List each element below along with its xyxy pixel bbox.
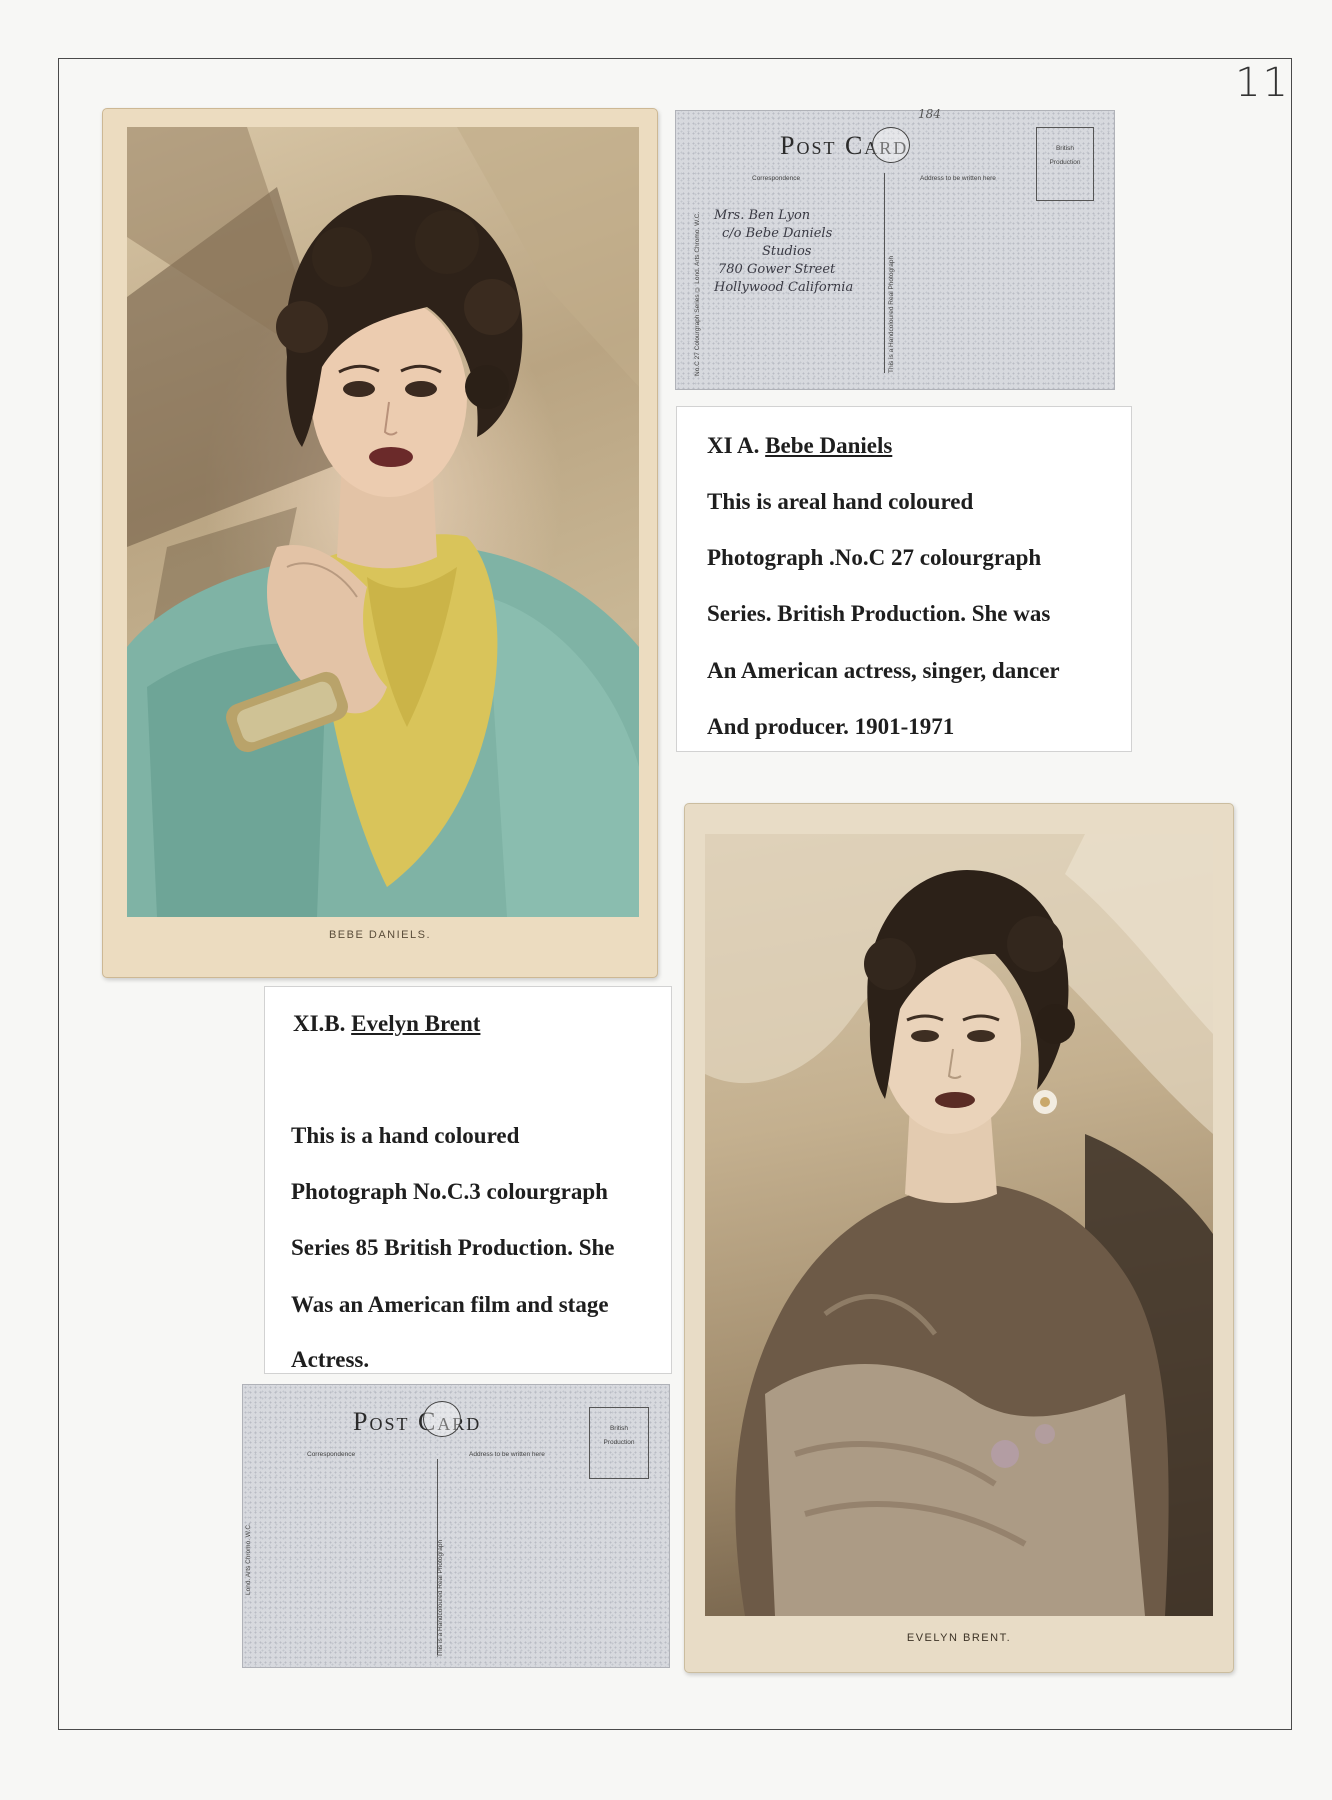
note-line: Series. British Production. She was [707, 601, 1051, 626]
postcard-series-text: Lond. Arts Chromo. W.C. [245, 1523, 252, 1595]
note-line: Series 85 British Production. She [291, 1235, 615, 1260]
note-title [707, 433, 892, 459]
note-line: This is a hand coloured [291, 1123, 520, 1148]
postcard-series-text: No.C 27 Colourgraph Series © Lond. Arts Chromo. W.C. [694, 211, 701, 376]
stamp-text-production: Production [1049, 159, 1081, 166]
evelyn-brent-note [264, 986, 672, 1374]
handwritten-line: c/o Bebe Daniels [722, 226, 833, 241]
postcard-heading: Post Card [353, 1407, 482, 1436]
handwritten-line: 780 Gower Street [718, 262, 836, 277]
handwritten-number: 184 [918, 107, 941, 121]
stamp-box [1036, 127, 1094, 201]
note-line: Was an American film and stage [291, 1292, 609, 1317]
evelyn-brent-postcard [684, 803, 1234, 1673]
bebe-daniels-note [676, 406, 1132, 752]
postcard-photo-text: This is a Handcoloured Real Photograph [888, 255, 895, 373]
page-number: 11 [1235, 60, 1290, 106]
note-title [293, 1011, 480, 1037]
bebe-daniels-postcard [102, 108, 658, 978]
evelyn-brent-postcard-back [242, 1384, 670, 1668]
address-label: Address to be written here [920, 175, 996, 182]
note-line: This is areal hand coloured [707, 489, 974, 514]
note-title-prefix: XI.B. [293, 1011, 346, 1036]
postcard-heading: Post Card [780, 131, 909, 160]
note-title-name: Evelyn Brent [351, 1011, 481, 1036]
note-title-prefix: XI A. [707, 433, 760, 458]
correspondence-label: Correspondence [307, 1451, 356, 1458]
stamp-text-british: British [1055, 145, 1075, 152]
bebe-daniels-caption: BEBE DANIELS. [328, 929, 432, 941]
note-line: Photograph .No.C 27 colourgraph [707, 545, 1042, 570]
stamp-text-production: Production [603, 1439, 635, 1446]
bebe-daniels-postcard-back [675, 107, 1115, 390]
note-line: Actress. [291, 1347, 370, 1372]
handwritten-line: Mrs. Ben Lyon [714, 208, 811, 223]
evelyn-brent-portrait-illustration [705, 834, 1213, 1616]
handwritten-address [714, 207, 914, 297]
stamp-box [589, 1407, 649, 1479]
address-label: Address to be written here [469, 1451, 545, 1458]
bebe-daniels-photo [127, 127, 639, 917]
correspondence-label: Correspondence [752, 175, 801, 182]
evelyn-brent-photo [705, 834, 1213, 1616]
evelyn-brent-caption: EVELYN BRENT. [906, 1632, 1012, 1644]
bebe-daniels-portrait-illustration [127, 127, 639, 917]
stamp-text-british: British [609, 1425, 629, 1432]
note-line: An American actress, singer, dancer [707, 658, 1060, 683]
note-title-name: Bebe Daniels [765, 433, 893, 458]
postcard-photo-text: This is a Handcoloured Real Photograph [437, 1539, 444, 1657]
note-line: And producer. 1901-1971 [707, 714, 955, 739]
handwritten-line: Hollywood California [714, 280, 854, 295]
colourgraph-logo-icon [872, 127, 910, 163]
colourgraph-logo-icon [423, 1401, 461, 1437]
handwritten-line: Studios [762, 244, 812, 259]
note-line: Photograph No.C.3 colourgraph [291, 1179, 608, 1204]
